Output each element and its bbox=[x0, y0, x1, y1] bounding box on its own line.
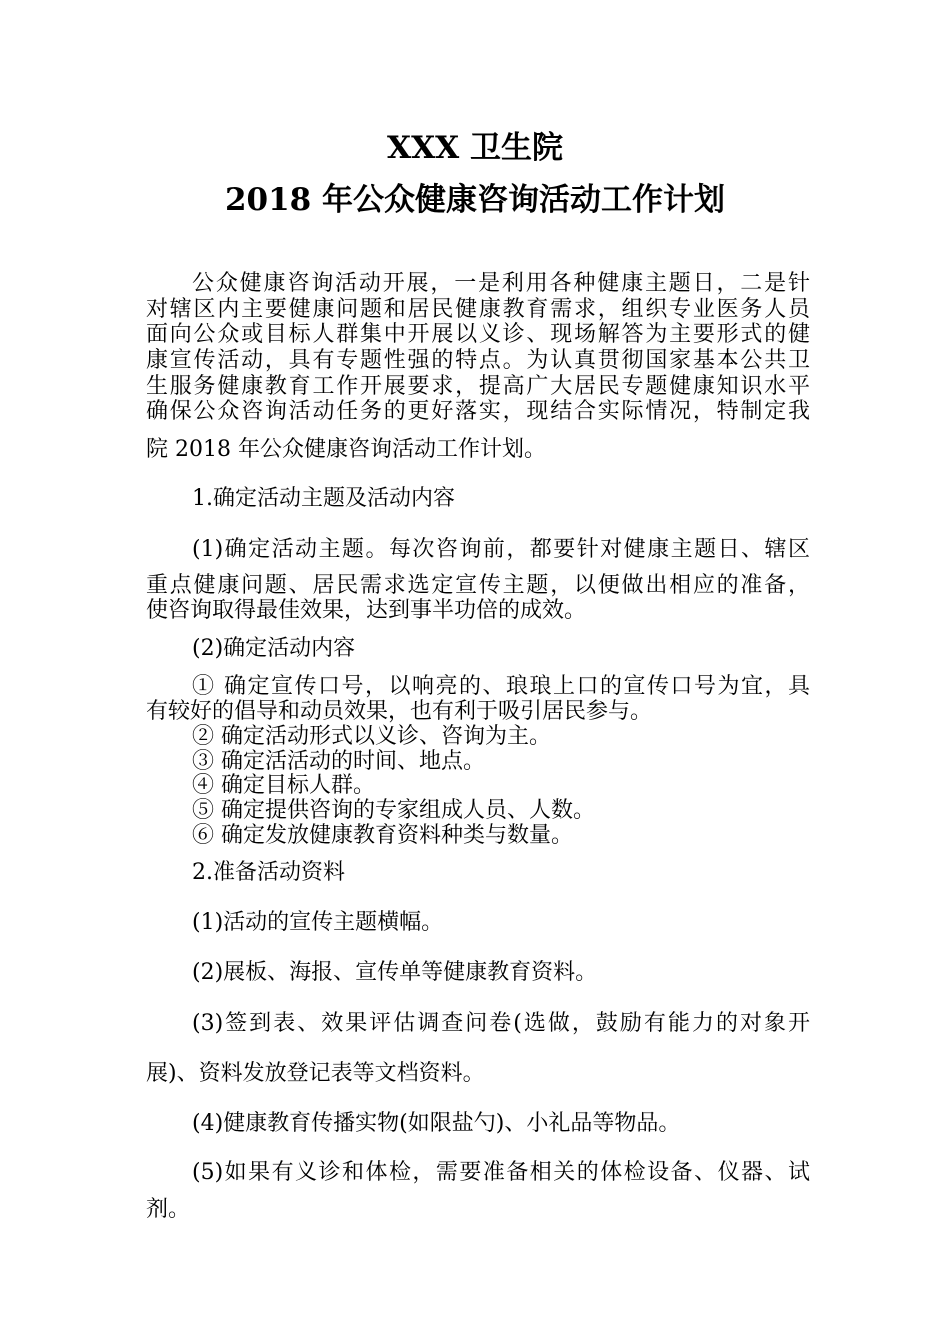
section-1-item-1-line-3: 使咨询取得最佳效果，达到事半功倍的成效。 bbox=[146, 598, 587, 623]
sub-item-1-line-2: 有较好的倡导和动员效果，也有利于吸引居民参与。 bbox=[146, 699, 653, 724]
intro-line-6: 确保公众咨询活动任务的更好落实，现结合实际情况，特制定我 bbox=[146, 399, 810, 424]
section-1-item-1-line-2: 重点健康问题、居民需求选定宣传主题，以便做出相应的准备， bbox=[146, 573, 810, 598]
intro-line-2: 对辖区内主要健康问题和居民健康教育需求，组织专业医务人员 bbox=[146, 297, 810, 322]
section-2-item-4: (4)健康教育传播实物(如限盐勺)、小礼品等物品。 bbox=[192, 1111, 681, 1136]
section-2-item-3-line-2: 展)、资料发放登记表等文档资料。 bbox=[146, 1061, 485, 1086]
intro-line-1: 公众健康咨询活动开展，一是利用各种健康主题日，二是针 bbox=[192, 271, 810, 296]
intro-line-7: 院 2018 年公众健康咨询活动工作计划。 bbox=[146, 437, 546, 462]
intro-line-5: 生服务健康教育工作开展要求，提高广大居民专题健康知识水平 bbox=[146, 374, 810, 399]
section-1-item-2-heading: (2)确定活动内容 bbox=[192, 636, 356, 661]
sub-item-1-line-1: ① 确定宣传口号，以响亮的、琅琅上口的宣传口号为宜，具 bbox=[192, 674, 810, 699]
section-2-item-5-line-2: 剂。 bbox=[146, 1197, 191, 1222]
section-2-item-1: (1)活动的宣传主题横幅。 bbox=[192, 910, 444, 935]
title-line-1: XXX 卫生院 bbox=[387, 130, 563, 166]
section-2-item-3-line-1: (3)签到表、效果评估调查问卷(选做，鼓励有能力的对象开 bbox=[192, 1011, 810, 1036]
section-2-item-2: (2)展板、海报、宣传单等健康教育资料。 bbox=[192, 960, 598, 985]
title-line-2: 2018 年公众健康咨询活动工作计划 bbox=[224, 182, 726, 218]
section-1-heading: 1.确定活动主题及活动内容 bbox=[192, 486, 455, 511]
sub-item-2: ② 确定活动形式以义诊、咨询为主。 bbox=[192, 724, 551, 749]
intro-line-3: 面向公众或目标人群集中开展以义诊、现场解答为主要形式的健 bbox=[146, 322, 810, 347]
sub-item-3: ③ 确定活活动的时间、地点。 bbox=[192, 749, 485, 774]
section-1-item-1-line-1: (1)确定活动主题。每次咨询前，都要针对健康主题日、辖区 bbox=[192, 537, 810, 562]
section-2-item-5-line-1: (5)如果有义诊和体检，需要准备相关的体检设备、仪器、试 bbox=[192, 1160, 810, 1185]
intro-line-4: 康宣传活动，具有专题性强的特点。为认真贯彻国家基本公共卫 bbox=[146, 348, 810, 373]
sub-item-6: ⑥ 确定发放健康教育资料种类与数量。 bbox=[192, 823, 573, 848]
sub-item-5: ⑤ 确定提供咨询的专家组成人员、人数。 bbox=[192, 798, 595, 823]
sub-item-4: ④ 确定目标人群。 bbox=[192, 773, 375, 798]
section-2-heading: 2.准备活动资料 bbox=[192, 860, 345, 885]
